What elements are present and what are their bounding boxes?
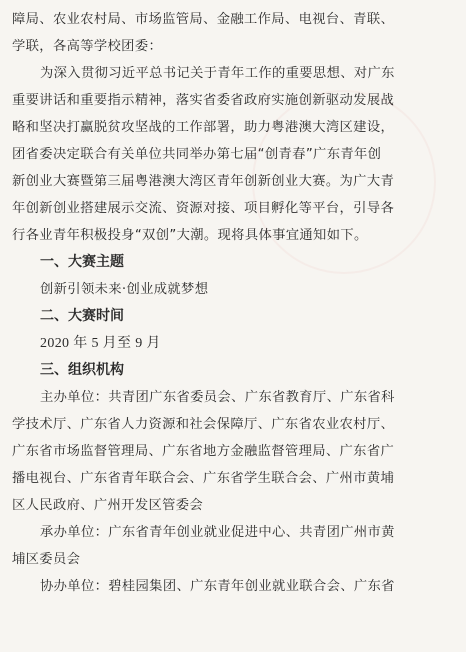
body-line-2: 学联，各高等学校团委：: [12, 39, 163, 54]
co-organizer-units-line-1: 协办单位：碧桂园集团、广东青年创业就业联合会、广东省: [40, 579, 395, 594]
host-units-line-3: 广东省市场监督管理局、广东省地方金融监督管理局、广东省广: [12, 444, 395, 459]
section-heading-theme: 一、大赛主题: [40, 254, 124, 270]
section-heading-organization: 三、组织机构: [40, 362, 124, 378]
host-units-line-4: 播电视台、广东省青年联合会、广东省学生联合会、广州市黄埔: [12, 471, 395, 486]
section-heading-time: 二、大赛时间: [40, 308, 124, 324]
body-line-6: 团省委决定联合有关单位共同举办第七届“创青春”广东青年创: [12, 147, 382, 162]
body-line-1: 障局、农业农村局、市场监管局、金融工作局、电视台、青联、: [12, 12, 395, 27]
host-units-line-1: 主办单位：共青团广东省委员会、广东省教育厅、广东省科: [40, 390, 395, 405]
organizer-units-line-1: 承办单位：广东省青年创业就业促进中心、共青团广州市黄: [40, 525, 395, 540]
host-units-line-5: 区人民政府、广州开发区管委会: [12, 498, 204, 513]
host-units-line-2: 学技术厅、广东省人力资源和社会保障厅、广东省农业农村厅、: [12, 417, 395, 432]
body-line-8: 年创新创业搭建展示交流、资源对接、项目孵化等平台，引导各: [12, 201, 395, 216]
theme-text: 创新引领未来·创业成就梦想: [40, 282, 209, 297]
body-paragraph-start: 为深入贯彻习近平总书记关于青年工作的重要思想、对广东: [40, 66, 395, 81]
body-line-7: 新创业大赛暨第三届粤港澳大湾区青年创新创业大赛。为广大青: [12, 174, 395, 189]
body-line-4: 重要讲话和重要指示精神，落实省委省政府实施创新驱动发展战: [12, 93, 395, 108]
organizer-units-line-2: 埔区委员会: [12, 552, 81, 567]
body-line-9: 行各业青年积极投身“双创”大潮。现将具体事宜通知如下。: [12, 228, 368, 243]
body-line-5: 略和坚决打赢脱贫攻坚战的工作部署，助力粤港澳大湾区建设，: [12, 120, 395, 135]
competition-date-range: 2020 年 5 月至 9 月: [40, 336, 161, 351]
